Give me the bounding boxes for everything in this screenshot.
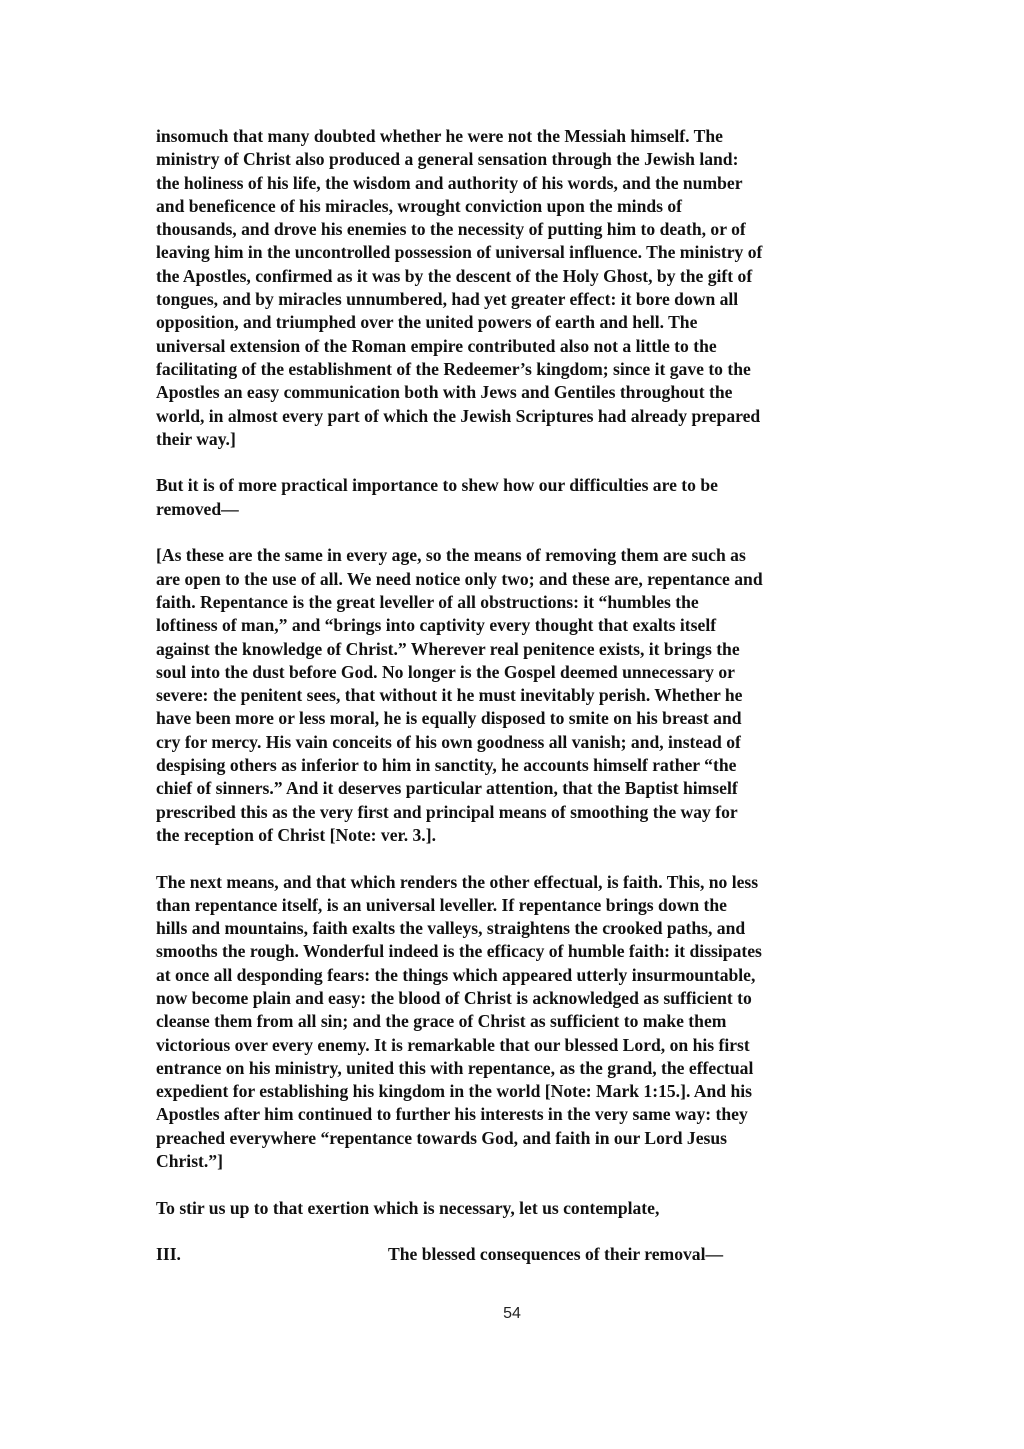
text-line: despising others as inferior to him in sanctity, he accounts himself rather “the — [156, 755, 737, 776]
section-title: The blessed consequences of their removal— — [388, 1244, 724, 1265]
text-line: the Apostles, confirmed as it was by the descent of the Holy Ghost, by the gift of — [156, 265, 753, 286]
text-line: now become plain and easy: the blood of Christ is acknowledged as sufficient to — [156, 987, 752, 1008]
text-line: faith. Repentance is the great leveller of all obstructions: it “humbles the — [156, 591, 699, 612]
section-heading — [156, 1243, 876, 1266]
text-line: insomuch that many doubted whether he were not the Messiah himself. The — [156, 126, 723, 146]
body-text — [156, 125, 876, 1267]
text-line: the reception of Christ [Note: ver. 3.]. — [156, 824, 436, 845]
text-line: But it is of more practical importance to shew how our difficulties are to be — [156, 475, 718, 496]
paragraph — [156, 125, 876, 451]
text-line: tongues, and by miracles unnumbered, had yet greater effect: it bore down all — [156, 289, 739, 310]
paragraphs — [156, 125, 876, 1220]
text-line: To stir us up to that exertion which is necessary, let us contemplate, — [156, 1197, 660, 1218]
text-line: against the knowledge of Christ.” Wherever real penitence exists, it brings the — [156, 638, 740, 659]
text-line: Apostles an easy communication both with Jews and Gentiles throughout the — [156, 382, 733, 403]
text-line: facilitating of the establishment of the Redeemer’s kingdom; since it gave to the — [156, 358, 751, 379]
text-line: preached everywhere “repentance towards God, and faith in our Lord Jesus — [156, 1127, 727, 1148]
paragraph — [156, 871, 876, 1174]
text-line: world, in almost every part of which the Jewish Scriptures had already prepared — [156, 405, 761, 426]
text-line: and beneficence of his miracles, wrought conviction upon the minds of — [156, 195, 683, 216]
text-line: victorious over every enemy. It is remarkable that our blessed Lord, on his first — [156, 1034, 750, 1055]
text-line: prescribed this as the very first and principal means of smoothing the way for — [156, 801, 738, 822]
text-line: leaving him in the uncontrolled possession of universal influence. The ministry of — [156, 242, 763, 263]
text-line: thousands, and drove his enemies to the necessity of putting him to death, or of — [156, 219, 746, 240]
text-line: cry for mercy. His vain conceits of his own goodness all vanish; and, instead of — [156, 731, 741, 752]
text-line: Christ.”] — [156, 1151, 223, 1172]
text-line: soul into the dust before God. No longer is the Gospel deemed unnecessary or — [156, 661, 735, 682]
text-line: chief of sinners.” And it deserves particular attention, that the Baptist himself — [156, 778, 738, 799]
text-line: their way.] — [156, 428, 236, 449]
text-line: opposition, and triumphed over the united powers of earth and hell. The — [156, 312, 698, 333]
text-line: severe: the penitent sees, that without it he must inevitably perish. Whether he — [156, 685, 743, 706]
text-line: smooths the rough. Wonderful indeed is the efficacy of humble faith: it dissipates — [156, 941, 762, 962]
text-line: have been more or less moral, he is equally disposed to smite on his breast and — [156, 708, 742, 729]
paragraph — [156, 544, 876, 847]
page-number: 54 — [503, 1305, 521, 1322]
text-line: entrance on his ministry, united this with repentance, as the grand, the effectual — [156, 1057, 754, 1078]
text-line: hills and mountains, faith exalts the valleys, straightens the crooked paths, and — [156, 918, 746, 939]
text-line: at once all desponding fears: the things which appeared utterly insurmountable, — [156, 964, 756, 985]
paragraph — [156, 1197, 876, 1220]
section-number: III. — [156, 1244, 181, 1265]
text-line: ministry of Christ also produced a general sensation through the Jewish land: — [156, 149, 739, 170]
text-line: the holiness of his life, the wisdom and authority of his words, and the number — [156, 172, 743, 193]
text-line: [As these are the same in every age, so the means of removing them are such as — [156, 545, 746, 566]
text-line: removed— — [156, 498, 239, 519]
text-line: expedient for establishing his kingdom in the world [Note: Mark 1:15.]. And his — [156, 1081, 752, 1102]
text-line: are open to the use of all. We need notice only two; and these are, repentance and — [156, 568, 763, 589]
text-line: The next means, and that which renders the other effectual, is faith. This, no less — [156, 871, 759, 892]
text-line: universal extension of the Roman empire contributed also not a little to the — [156, 335, 717, 356]
text-line: loftiness of man,” and “brings into captivity every thought that exalts itself — [156, 615, 717, 636]
paragraph — [156, 474, 876, 521]
text-line: cleanse them from all sin; and the grace of Christ as sufficient to make them — [156, 1011, 727, 1032]
text-line: Apostles after him continued to further his interests in the very same way: they — [156, 1104, 748, 1125]
text-line: than repentance itself, is an universal leveller. If repentance brings down the — [156, 894, 727, 915]
